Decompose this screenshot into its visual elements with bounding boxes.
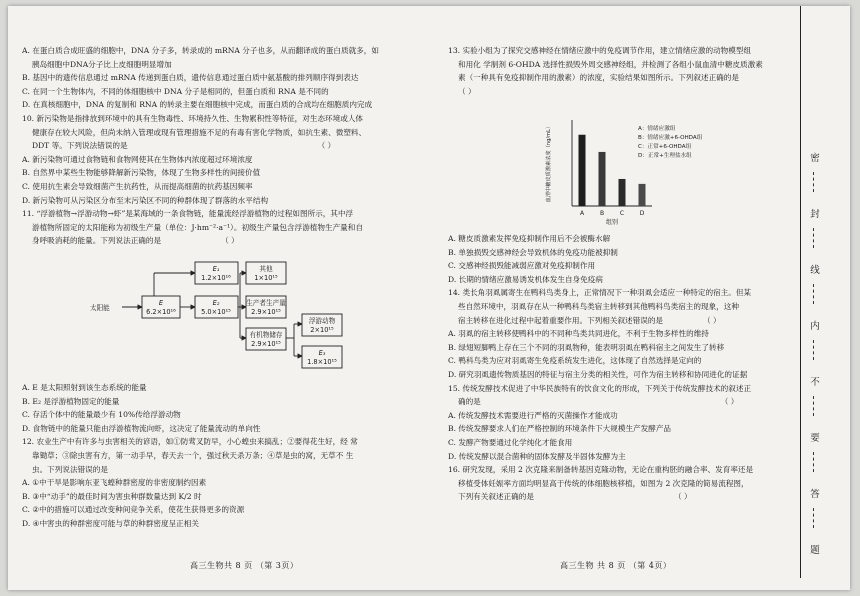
e3-label: E₃ [318, 349, 326, 357]
prod-value: 2.9×10¹⁵ [251, 308, 281, 316]
text-line: C. 在同一个生物体内，不同的体细胞核中 DNA 分子是相同的，但蛋白质和 RNA 是不同的 [22, 86, 329, 96]
e1-label: E₁ [212, 265, 220, 273]
y-axis-label: 血清中糖皮质激素浓度（ng/mL） [546, 123, 552, 203]
text-line [448, 490, 794, 504]
answer-paren: （ ） [673, 492, 692, 502]
text-line: A. 在蛋白质合成旺盛的细胞中，DNA 分子多，转录成的 mRNA 分子也多，从而翻译成的蛋白质就多，如 [22, 46, 379, 55]
sun-label: 太阳能 [90, 304, 110, 312]
option: D. 研究羽虱遗传物质基因的特征与宿主分类的相关性，可作为宿主转移和协同进化的证据 [448, 369, 748, 379]
text-line: D. 在真核细胞中，DNA 的复制和 RNA 的转录主要在细胞核中完成，而蛋白质的合成均在细胞质内完成 [22, 100, 373, 110]
legend-entry: B：情绪应激+6-OHDA组 [638, 135, 703, 141]
e2-value: 5.0×10¹⁵ [201, 308, 231, 316]
cortisol-bar-chart [536, 110, 736, 228]
option: A. ①中干旱是影响东亚飞蝗种群密度的非密度制约因素 [22, 478, 207, 488]
right-page [448, 44, 794, 98]
org-title: 有机物储存 [249, 331, 283, 339]
seal-line-dash [813, 228, 814, 248]
bar [639, 184, 646, 206]
legend-entry: C：正常+6-OHDA组 [638, 144, 692, 150]
option: B. 绿翅短脚鸭上存在三个不同的羽虱物种，能表明羽虱在鸭科宿主之间发生了转移 [448, 342, 725, 352]
text-line: 靠锄草；③除虫害有方，第一动手早，春天去一个，强过秋天杀万条；④草是虫的窝，无草不 生 [32, 450, 354, 460]
answer-paren: （ ） [458, 86, 476, 96]
energy-flow-diagram [90, 258, 380, 376]
text-line: 健康存在较大风险，但尚未纳入管理或现有管理措施不足的有毒有害化学物质，如抗生素、微塑料、 [32, 127, 367, 137]
option: A. 糖皮质激素发挥免疫抑制作用后不会被酶水解 [448, 234, 611, 243]
bar [599, 152, 606, 206]
question-15: 15. 传统发酵技术促进了中华民族特有的饮食文化的形成，下列关于传统发酵技术的叙述正 [448, 383, 752, 393]
use-value: 2×10¹⁵ [310, 326, 334, 334]
option: B. E₂ 是浮游植物固定的能量 [22, 396, 120, 406]
text-line: 素（一种具有免疫抑制作用的激素）的浓度，实验结果如图所示。下列叙述正确的是 [458, 73, 739, 83]
option: B. 单独损毁交感神经会导致机体的免疫功能被抑制 [448, 247, 618, 257]
option: D. 食物链中的能量只能由浮游植物流向虾，这决定了能量流动的单向性 [22, 423, 261, 433]
seal-line-char: 要 [810, 433, 820, 444]
text-line: 些自然环境中，羽虱存在从一种鸭科鸟类宿主转移到其他鸭科鸟类宿主的现象，这种 [458, 301, 739, 311]
x-tick-label: B [599, 210, 605, 217]
question-11: 11. “浮游植物→浮游动物→虾”是某海域的一条食物链，能量流经浮游植物的过程如图所示，其中浮 [22, 209, 354, 219]
option: C. 发酵产物要通过化学纯化才能食用 [448, 437, 573, 447]
right-page-lower [448, 232, 794, 504]
text-line-content: DDT 等。下列说法错误的是 [32, 141, 128, 151]
use-title: 浮游动物 [308, 317, 336, 325]
option: A. 羽虱的宿主转移使鸭科中的不同种鸟类共同进化，不利于生物多样性的维持 [448, 329, 709, 339]
e1-value: 1.2×10¹⁶ [201, 274, 231, 282]
x-tick-label: A [579, 210, 585, 217]
text-line-content: 下列有关叙述正确的是 [458, 492, 534, 502]
option: D. 传统发酵以混合菌种的固体发酵及半固体发酵为主 [448, 451, 626, 461]
question-12: 12. 农业生产中有许多与虫害相关的谚语，如①防莺叉防早，小心蝗虫来搞乱；②要得花生好，经 常 [22, 437, 358, 447]
text-line-content: 身呼吸消耗的能量。下列说法正确的是 [32, 236, 162, 246]
text-line: 和用化 学制剂 6-OHDA 选择性损毁外周交感神经组，并检测了各组小鼠血清中糖皮质激素 [458, 59, 763, 69]
option: B. 自然界中某些生物能够降解新污染物，体现了生物多样性的间接价值 [22, 168, 261, 178]
e3-value: 1.8×10¹⁵ [307, 358, 337, 366]
text-line-content: 宿主转移在进化过程中起着重要作用。下列相关叙述错误的是 [458, 315, 664, 325]
text-line [448, 314, 794, 328]
page-footer-left: 高三生物共 8 页 （第 3页） [190, 561, 299, 570]
text-line: B. 基因中的遗传信息通过 mRNA 传递到蛋白质，遗传信息通过蛋白质中氨基酸的排列顺序得到表达 [22, 73, 359, 83]
left-page [22, 44, 418, 248]
option: C. 使用抗生素会导致细菌产生抗药性，从而提高细菌的抗药基因频率 [22, 181, 253, 191]
page-footer-right: 高三生物 共 8 页 （第 4页） [560, 561, 672, 570]
seal-line-dash [813, 284, 814, 304]
bar [619, 179, 626, 206]
e-label: E [158, 299, 164, 307]
text-line: 移植受体妊娠率方面均明显高于传统的体细胞核移植，如图为 2 次克隆的简易流程图， [458, 478, 749, 488]
seal-line-dash [813, 340, 814, 360]
e-value: 6.2×10¹⁶ [146, 308, 176, 316]
org-value: 2.9×10¹⁵ [251, 340, 281, 348]
legend-entry: D：正常+生理盐水组 [638, 153, 692, 159]
legend-entry: A：情绪应激组 [638, 126, 676, 132]
option: D. 长期的情绪应激易诱发机体发生自身免疫病 [448, 274, 603, 284]
option: C. 存活个体中的能量最少有 10%传给浮游动物 [22, 410, 181, 420]
option: A. E 是太阳照射到该生态系统的能量 [22, 383, 147, 392]
option: B. ③中“动手”的最佳时间为害虫种群数量达到 K/2 时 [22, 491, 202, 501]
text-line: 虫。下列说法错误的是 [32, 464, 108, 474]
answer-paren: （ ） [317, 141, 336, 151]
seal-line-char: 答 [810, 489, 820, 500]
question-14: 14. 类长角羽虱属寄生在鸭科鸟类身上，正常情况下一种羽虱会适应一种特定的宿主。但某 [448, 288, 752, 298]
other-value: 1×10¹⁵ [254, 274, 278, 282]
question-16: 16. 研究发现，采用 2 次克隆来制备转基因克隆动物，无论在重构胚的融合率、发育率还是 [448, 465, 754, 475]
text-line: 胰岛细胞中DNA分子比上皮细胞明显增加 [32, 59, 172, 69]
text-line [22, 234, 418, 248]
option: A. 传统发酵技术需要进行严格的灭菌操作才能成功 [448, 410, 618, 420]
text-line [448, 395, 794, 409]
seal-line-char: 题 [810, 545, 820, 556]
other-title: 其他 [259, 265, 273, 273]
seal-line-char: 内 [810, 321, 820, 332]
text-line-content: 确的是 [458, 397, 481, 407]
seal-line-char: 封 [810, 209, 820, 220]
question-10: 10. 新污染物是指排放到环境中的具有生物毒性、环境持久性、生物累积性等特征，对生态环境或人体 [22, 113, 364, 123]
question-13: 13. 实验小组为了探究交感神经在情绪应激中的免疫调节作用，建立情绪应激的动物模型组 [448, 46, 752, 55]
left-page-lower [22, 381, 418, 531]
option: A. 新污染物可通过食物链和食物网使其在生物体内浓度超过环境浓度 [22, 154, 253, 164]
seal-line-char: 密 [810, 153, 820, 164]
e2-label: E₂ [212, 299, 220, 307]
bar [579, 135, 586, 206]
x-tick-label: C [619, 210, 625, 217]
option: D. 新污染物可从污染区分布至末污染区不同的种群体现了群落的水平结构 [22, 195, 269, 205]
seal-line-dash [813, 172, 814, 192]
answer-paren: （ ） [703, 315, 721, 325]
seal-line-char: 线 [810, 265, 820, 276]
text-line [22, 139, 418, 153]
option: C. 交感神经损毁能减弱应激对免疫抑制作用 [448, 261, 596, 271]
text-line: 游植物所固定的太阳能称为初级生产量（单位：J·hm⁻²·a⁻¹）。初级生产量包含浮游植物生产量和自 [32, 222, 363, 232]
option: C. 鸭科鸟类为应对羽虱寄生免疫系统发生进化，这体现了自然选择是定向的 [448, 356, 702, 366]
answer-paren: （ ） [221, 236, 239, 246]
prod-title: 生产者生产量 [246, 299, 286, 307]
seal-line-dash [813, 508, 814, 528]
seal-line-char: 不 [810, 377, 820, 388]
seal-line-dash [813, 396, 814, 416]
x-tick-label: D [639, 210, 645, 217]
answer-paren: （ ） [720, 397, 739, 407]
seal-line-dash [813, 452, 814, 472]
option: B. 传统发酵要求人们在严格控制的环境条件下大规模生产发酵产品 [448, 424, 672, 434]
option: D. ④中害虫的种群密度可能与草的种群密度呈正相关 [22, 518, 199, 528]
option: C. ②中的措施可以通过改变种间竞争关系，使花生获得更多的资源 [22, 505, 245, 515]
x-axis-label: 组别 [605, 219, 619, 226]
